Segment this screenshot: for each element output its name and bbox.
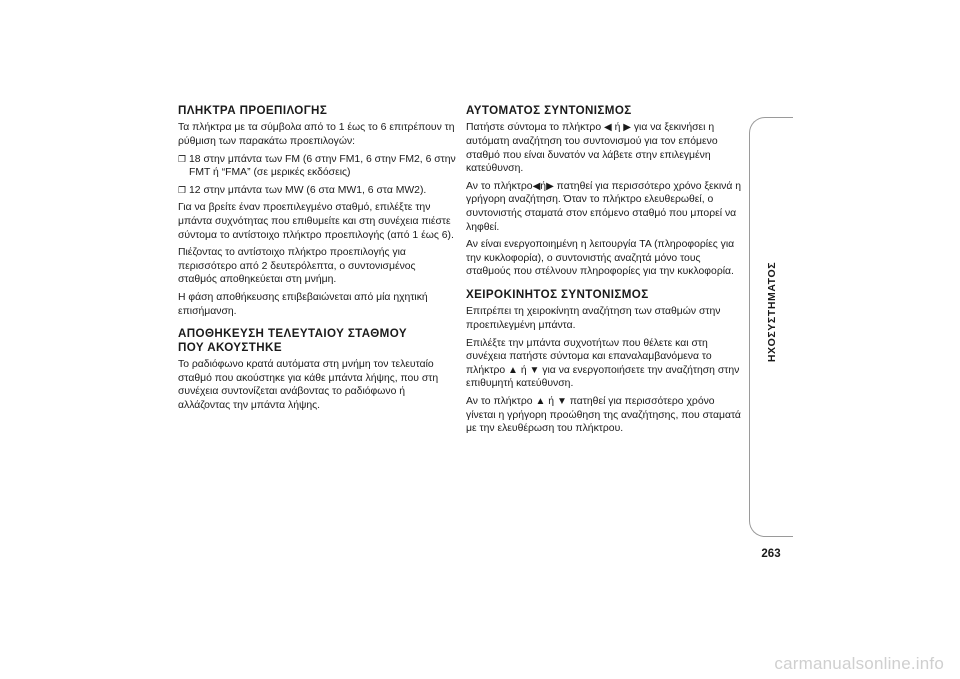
checkbox-square-icon: ❐ — [178, 153, 187, 164]
manual-tuning-text-1: Επιτρέπει τη χειροκίνητη αναζήτηση των σταθμών στην προεπιλεγμένη μπάντα. — [466, 306, 721, 331]
preset-select-text: Για να βρείτε έναν προεπιλεγμένο σταθμό, επιλέξτε την μπάντα συχνότητας που επιθυμείτε και στη συνέχεια πιέστε σύντομα το αντίστοιχο πλήκτρο προεπιλογής (από 1 έως 6). — [178, 202, 454, 241]
list-item: ❐ 18 στην μπάντα των FM (6 στην FM1, 6 στην FM2, 6 στην FMT ή “FMA” (σε μερικές εκδόσεις) — [178, 153, 456, 179]
preset-confirm-text: Η φάση αποθήκευσης επιβεβαιώνεται από μία ηχητική επισήμανση. — [178, 291, 428, 317]
page-number: 263 — [761, 548, 781, 560]
triangle-up-icon: ▲ — [508, 364, 518, 376]
right-column — [466, 104, 744, 440]
section-title-auto-tuning: ΑΥΤΟΜΑΤΟΣ ΣΥΝΤΟΝΙΣΜΟΣ — [466, 104, 632, 117]
manual-tuning-text-3: Αν το πλήκτρο ▲ ή ▼ πατηθεί για περισσότερο χρόνο γίνεται η γρήγορη προώθηση της αναζήτησης, που σταματά με την ελευθέρωση του πλήκτρου. — [466, 395, 741, 435]
triangle-down-icon: ▼ — [529, 364, 540, 376]
auto-tuning-text-2: Αν το πλήκτρο◀ή▶ πατηθεί για περισσότερο χρόνο ξεκινά η γρήγορη αναζήτηση. Όταν το πλήκτρο ελευθερωθεί, ο συντονιστής σταματά στον επόμενο σταθμό που μπορεί να ληφθεί. — [466, 180, 742, 233]
triangle-down-icon: ▼ — [556, 395, 567, 407]
chapter-tab-label: ΗΧΟΣΥΣΤΗΜΑΤΟΣ — [766, 261, 778, 363]
triangle-right-icon: ▶ — [546, 180, 554, 192]
auto-tuning-text-3: Αν είναι ενεργοποιημένη η λειτουργία TA (πληροφορίες για την κυκλοφορία), ο συντονιστής αναζητά μόνο τους σταθμούς που στέλνουν πληροφορίες για την κυκλοφορία. — [466, 239, 735, 278]
manual-tuning-text-2: Επιλέξτε την μπάντα συχνοτήτων που θέλετε και στη συνέχεια πατήστε σύντομα και επαναλαμβανόμενα το πλήκτρο ▲ ή ▼ για να ενεργοποιήσετε την αναζήτηση στην επιθυμητή κατεύθυνση. — [466, 337, 740, 390]
section-title-manual-tuning: ΧΕΙΡΟΚΙΝΗΤΟΣ ΣΥΝΤΟΝΙΣΜΟΣ — [466, 287, 649, 301]
auto-tuning-text-1: Πατήστε σύντομα το πλήκτρο ◀ ή ▶ για να ξεκινήσει η αυτόματη αναζήτηση του συντονισμού για τον επόμενο σταθμό που είναι δυνατόν να λάβετε στην επιλεγμένη κατεύθυνση. — [466, 122, 718, 175]
triangle-right-icon: ▶ — [623, 122, 631, 134]
preset-intro: Τα πλήκτρα με τα σύμβολα από το 1 έως το 6 επιτρέπουν τη ρύθμιση των παρακάτω προεπιλογών: — [178, 122, 455, 147]
preset-store-text: Πιέζοντας το αντίστοιχο πλήκτρο προεπιλογής για περισσότερο από 2 δευτερόλεπτα, ο συντονισμένος σταθμός αποθηκεύεται στη μνήμη. — [178, 247, 416, 286]
triangle-left-icon: ◀ — [532, 180, 541, 192]
section-title-last-station: ΑΠΟΘΗΚΕΥΣΗ ΤΕΛΕΥΤΑΙΟΥ ΣΤΑΘΜΟΥ ΠΟΥ ΑΚΟΥΣΤΗΚΕ — [178, 327, 407, 354]
triangle-left-icon: ◀ — [603, 122, 612, 134]
section-title-preset-buttons: ΠΛΗΚΤΡΑ ΠΡΟΕΠΙΛΟΓΗΣ — [178, 104, 328, 117]
last-station-text: Το ραδιόφωνο κρατά αυτόματα στη μνήμη τον τελευταίο σταθμό που ακούστηκε για κάθε μπάντα λήψης, που στη συνέχεια συντονίζεται ανάβοντας το ραδιόφωνο ή αλλάζοντας την μπάντα λήψης. — [178, 358, 439, 411]
triangle-up-icon: ▲ — [535, 395, 546, 407]
left-column — [178, 104, 456, 416]
watermark: carmanualsonline.info — [774, 654, 944, 673]
list-item: ❐ 12 στην μπάντα των MW (6 στα MW1, 6 στα MW2). — [178, 184, 427, 196]
checkbox-square-icon: ❐ — [178, 184, 187, 195]
